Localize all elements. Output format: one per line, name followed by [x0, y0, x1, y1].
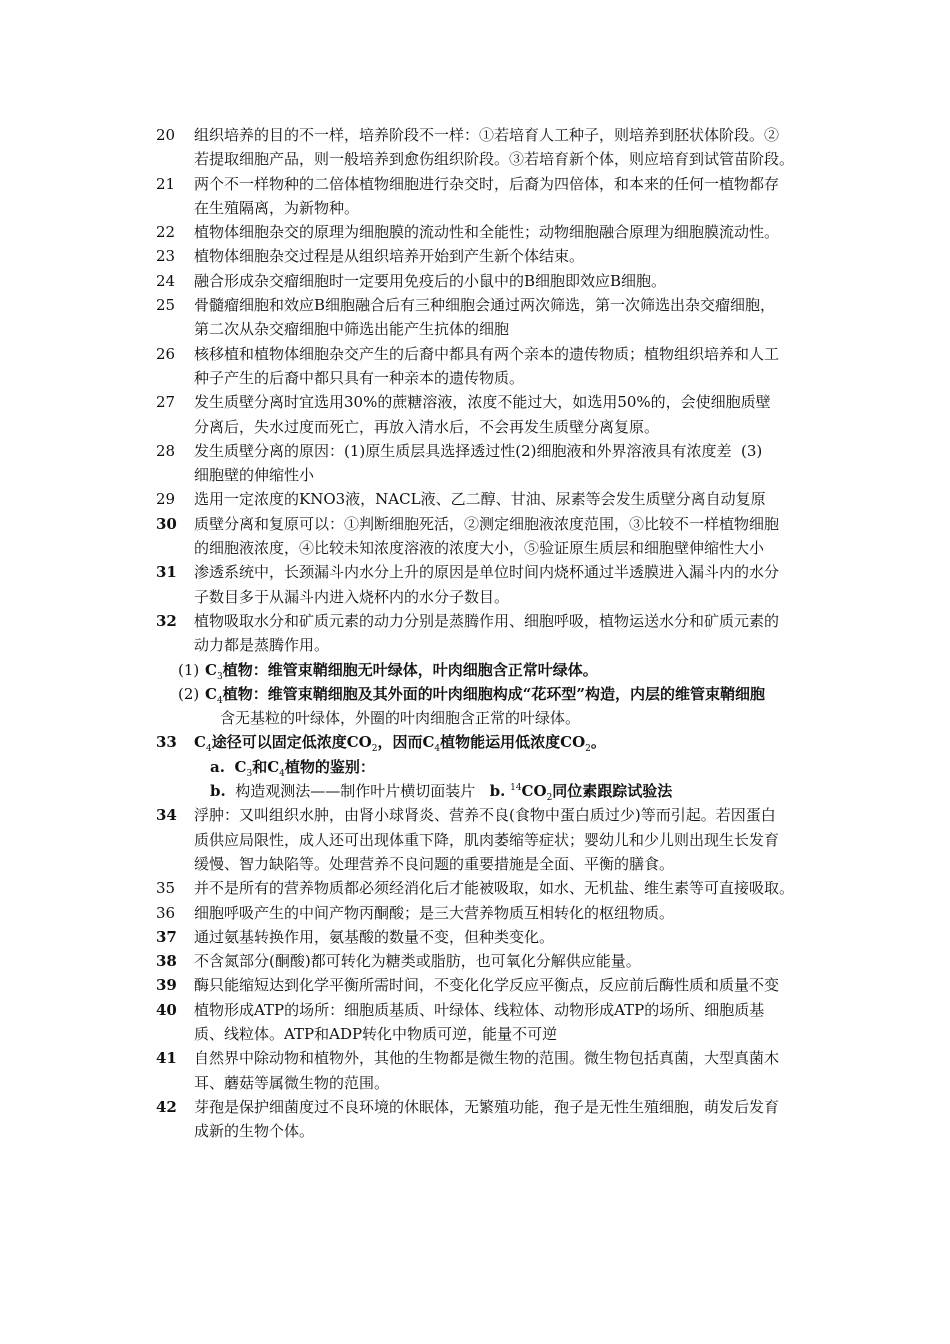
text-line: 种子产生的后裔中都只具有一种亲本的遗传物质。 — [194, 368, 525, 387]
text-line: 融合形成杂交瘤细胞时一定要用免疫后的小鼠中的B细胞即效应B细胞。 — [194, 271, 667, 290]
text-line: 浮肿：又叫组织水肿，由肾小球肾炎、营养不良(食物中蛋白质过少)等而引起。若因蛋白 — [194, 806, 776, 825]
text-line: 缓慢、智力缺陷等。处理营养不良问题的重要措施是全面、平衡的膳食。 — [194, 854, 675, 873]
document-body — [0, 123, 950, 1143]
item-text — [194, 220, 859, 244]
list-item — [0, 342, 950, 391]
item-text — [194, 244, 859, 268]
item-text — [194, 487, 859, 511]
list-item — [0, 973, 950, 997]
text-line: 质供应局限性，成人还可出现体重下降，肌肉萎缩等症状；婴幼儿和少儿则出现生长发育 — [194, 830, 780, 849]
item-text — [194, 1095, 859, 1144]
list-item — [0, 439, 950, 488]
item-number: 40 — [156, 1000, 177, 1019]
item-text — [194, 123, 859, 172]
list-item — [0, 172, 950, 221]
item-number: 26 — [156, 344, 176, 363]
list-item — [0, 1095, 950, 1144]
item-text — [194, 390, 859, 439]
item-number: 29 — [156, 490, 176, 509]
item-number: 42 — [156, 1097, 177, 1116]
text-line: 的细胞液浓度，④比较未知浓度溶液的浓度大小，⑤验证原生质层和细胞壁伸缩性大小 — [194, 539, 765, 558]
c4-label: (2) — [178, 684, 200, 703]
item-text — [194, 803, 859, 876]
c3-text: $C_3$植物：维管束鞘细胞无叶绿体，叶肉细胞含正常叶绿体。 — [205, 660, 598, 682]
item-text — [194, 609, 859, 658]
item-number: 34 — [156, 806, 177, 825]
text-line: 不含氮部分(酮酸)都可转化为糖类或脂肪，也可氧化分解供应能量。 — [194, 952, 641, 971]
c3-label: (1) — [178, 660, 200, 679]
c4-plant-note — [0, 682, 950, 731]
item-text — [194, 439, 859, 488]
item-text — [194, 512, 859, 561]
text-line: 渗透系统中，长颈漏斗内水分上升的原因是单位时间内烧杯通过半透膜进入漏斗内的水分 — [194, 563, 780, 582]
list-item — [0, 244, 950, 268]
list-item — [0, 512, 950, 561]
list-item — [0, 998, 950, 1047]
list-item — [0, 1046, 950, 1095]
list-item — [0, 901, 950, 925]
item-number: 33 — [156, 733, 177, 752]
list-item — [0, 609, 950, 658]
list-item — [0, 123, 950, 172]
item-number: 32 — [156, 611, 177, 630]
text-line: 成新的生物个体。 — [194, 1122, 315, 1141]
c4-text: $C_4$植物：维管束鞘细胞及其外面的叶肉细胞构成“花环型”构造，内层的维管束鞘细胞 含无基粒的叶绿体，外圈的叶肉细胞含正常的叶绿体。 — [205, 684, 765, 728]
item-number: 35 — [156, 879, 176, 898]
text-line: 第二次从杂交瘤细胞中筛选出能产生抗体的细胞 — [194, 320, 510, 339]
text-line: 核移植和植物体细胞杂交产生的后裔中都具有两个亲本的遗传物质；植物组织培养和人工 — [194, 344, 780, 363]
list-item — [0, 220, 950, 244]
text-line: 动力都是蒸腾作用。 — [194, 636, 330, 655]
item-text — [194, 172, 859, 221]
text-line: 细胞呼吸产生的中间产物丙酮酸；是三大营养物质互相转化的枢纽物质。 — [194, 903, 675, 922]
text-line: 植物吸取水分和矿质元素的动力分别是蒸腾作用、细胞呼吸，植物运送水分和矿质元素的 — [194, 611, 780, 630]
text-line: 分离后，失水过度而死亡，再放入清水后，不会再发生质壁分离复原。 — [194, 417, 660, 436]
item-list-a — [0, 123, 950, 658]
c3-plant-note — [0, 658, 950, 682]
text-line: 质壁分离和复原可以：①判断细胞死活，②测定细胞液浓度范围，③比较不一样植物细胞 — [194, 514, 780, 533]
item-text — [194, 342, 859, 391]
item-number: 23 — [156, 247, 176, 266]
list-item — [0, 949, 950, 973]
text-line: 耳、蘑菇等属微生物的范围。 — [194, 1073, 390, 1092]
item-number: 37 — [156, 927, 177, 946]
item-text — [194, 949, 859, 973]
list-item — [0, 925, 950, 949]
list-item — [0, 390, 950, 439]
text-line: 发生质壁分离时宜选用30%的蔗糖溶液，浓度不能过大，如选用50%的，会使细胞质壁 — [194, 393, 771, 412]
text-line: 若提取细胞产品，则一般培养到愈伤组织阶段。③若培育新个体，则应培育到试管苗阶段。 — [194, 150, 795, 169]
text-line: 组织培养的目的不一样，培养阶段不一样：①若培育人工种子，则培养到胚状体阶段。② — [194, 126, 780, 144]
item-number: 27 — [156, 393, 176, 412]
text-line: 通过氨基转换作用，氨基酸的数量不变，但种类变化。 — [194, 927, 555, 946]
item-number: 20 — [156, 126, 176, 144]
item-number: 30 — [156, 514, 177, 533]
list-item — [0, 560, 950, 609]
text-line: 植物形成ATP的场所：细胞质基质、叶绿体、线粒体、动物形成ATP的场所、细胞质基 — [194, 1000, 765, 1019]
item-number: 22 — [156, 223, 176, 242]
item-number: 25 — [156, 296, 176, 315]
text-line: 自然界中除动物和植物外，其他的生物都是微生物的范围。微生物包括真菌，大型真菌木 — [194, 1049, 780, 1068]
text-line: 细胞壁的伸缩性小 — [194, 466, 315, 485]
item-text — [194, 973, 859, 997]
list-item — [0, 803, 950, 876]
text-line: 两个不一样物种的二倍体植物细胞进行杂交时，后裔为四倍体，和本来的任何一植物都存 — [194, 174, 780, 193]
item-number: 31 — [156, 563, 177, 582]
text-line: 质、线粒体。ATP和ADP转化中物质可逆，能量不可逆 — [194, 1024, 558, 1043]
list-item — [0, 876, 950, 900]
text-line: 子数目多于从漏斗内进入烧杯内的水分子数目。 — [194, 587, 510, 606]
item-text — [194, 925, 859, 949]
item-33-a: a. $C_3$和$C_4$植物的鉴别： — [210, 757, 375, 779]
item-text — [194, 560, 859, 609]
item-number: 28 — [156, 441, 176, 460]
list-item — [0, 293, 950, 342]
item-list-b — [0, 803, 950, 1143]
list-item — [0, 487, 950, 511]
item-text: $C_4$途径可以固定低浓度$CO_2$，因而$C_4$植物能运用低浓度$CO_2$。 — [194, 733, 606, 755]
item-text — [194, 293, 859, 342]
item-number: 24 — [156, 271, 176, 290]
item-text — [194, 876, 859, 900]
text-line: 并不是所有的营养物质都必须经消化后才能被吸取，如水、无机盐、维生素等可直接吸取。 — [194, 879, 795, 898]
item-number: 39 — [156, 976, 177, 995]
item-text — [194, 901, 859, 925]
text-line: 骨髓瘤细胞和效应B细胞融合后有三种细胞会通过两次筛选，第一次筛选出杂交瘤细胞， — [194, 296, 776, 315]
text-line: 植物体细胞杂交的原理为细胞膜的流动性和全能性；动物细胞融合原理为细胞膜流动性。 — [194, 223, 780, 242]
text-line: 芽孢是保护细菌度过不良环境的休眠体，无繁殖功能，孢子是无性生殖细胞，萌发后发育 — [194, 1097, 780, 1116]
item-text — [194, 1046, 859, 1095]
item-number: 38 — [156, 952, 177, 971]
item-text — [194, 269, 859, 293]
text-line: 在生殖隔离，为新物种。 — [194, 198, 360, 217]
item-number: 41 — [156, 1049, 177, 1068]
item-number: 36 — [156, 903, 176, 922]
list-item — [0, 269, 950, 293]
text-line: 发生质壁分离的原因：(1)原生质层具选择透过性(2)细胞液和外界溶液具有浓度差 (3) — [194, 441, 763, 460]
item-33-b: b. 构造观测法——制作叶片横切面装片 b. $^{14}CO_2$同位素跟踪试验法 — [210, 782, 673, 804]
item-number: 21 — [156, 174, 176, 193]
item-33 — [0, 730, 950, 754]
item-text — [194, 998, 859, 1047]
text-line: 选用一定浓度的KNO3液，NACL液、乙二醇、甘油、尿素等会发生质壁分离自动复原 — [194, 490, 766, 509]
text-line: 植物体细胞杂交过程是从组织培养开始到产生新个体结束。 — [194, 247, 585, 266]
text-line: 酶只能缩短达到化学平衡所需时间，不变化化学反应平衡点，反应前后酶性质和质量不变 — [194, 976, 780, 995]
